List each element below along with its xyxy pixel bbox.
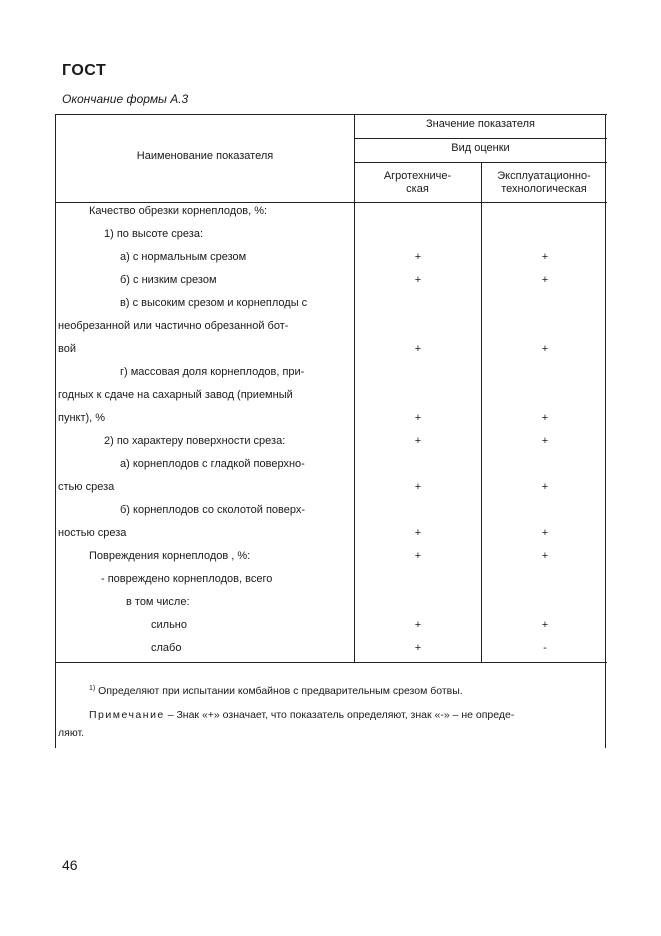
expl-mark: + [541,412,549,424]
agro-mark: + [414,527,422,539]
table-row: пункт), % [58,412,106,424]
agro-mark: + [414,642,422,654]
agro-mark: + [414,550,422,562]
col-header-expl-line2: технологическая [501,183,587,195]
note-line-1 [89,708,514,722]
expl-mark: + [541,343,549,355]
note-text: – Знак «+» означает, что показатель определяют, знак «-» – не опреде- [164,709,515,721]
table-row: ностью среза [58,527,127,539]
note-line-2: ляют. [58,727,85,739]
expl-mark: + [541,550,549,562]
col-header-agro-line1: Агротехниче- [383,170,452,182]
form-table [55,114,606,748]
table-row: 2) по характеру поверхности среза: [104,435,286,447]
expl-mark: + [541,619,549,631]
table-top-border [56,114,607,115]
body-bottom-border [56,662,607,663]
agro-mark: + [414,251,422,263]
table-row: стью среза [58,481,115,493]
table-row: в) с высоким срезом и корнеплоды с [120,297,308,309]
agro-mark: + [414,412,422,424]
expl-mark: + [541,481,549,493]
col-header-expl-line1: Эксплуатационно- [497,170,591,182]
agro-mark: + [414,435,422,447]
table-row: вой [58,343,76,355]
column-divider-kind [481,162,482,662]
table-row: необрезанной или частично обрезанной бот- [58,320,289,332]
table-row: а) с нормальным срезом [120,251,247,263]
table-row: Качество обрезки корнеплодов, %: [89,205,268,217]
note-label: Примечание [89,709,165,721]
col-header-agro [354,170,481,196]
table-row: сильно [151,619,187,631]
expl-mark: - [543,642,547,654]
footnote-marker: 1) [89,685,96,692]
form-subtitle: Окончание формы А.3 [62,92,189,106]
expl-mark: + [541,251,549,263]
table-row: слабо [151,642,182,654]
table-row: 1) по высоте среза: [104,228,204,240]
expl-mark: + [541,274,549,286]
column-divider-name [354,114,355,662]
expl-mark: + [541,435,549,447]
col-header-expl [481,170,607,196]
agro-mark: + [414,274,422,286]
table-row: а) корнеплодов с гладкой поверхно- [120,458,305,470]
agro-mark: + [414,481,422,493]
expl-mark: + [541,527,549,539]
col-header-kind: Вид оценки [451,142,510,154]
table-row: - повреждено корнеплодов, всего [101,573,273,585]
footnote-text: Определяют при испытании комбайнов с предварительным срезом ботвы. [98,685,463,697]
agro-mark: + [414,343,422,355]
col-header-name: Наименование показателя [136,150,274,162]
header-divider-1 [354,138,607,139]
header-bottom-border [56,202,607,203]
table-row: Повреждения корнеплодов , %: [89,550,251,562]
table-row: б) корнеплодов со сколотой поверх- [120,504,306,516]
table-row: г) массовая доля корнеплодов, при- [120,366,305,378]
standard-title: ГОСТ [62,62,107,79]
agro-mark: + [414,619,422,631]
table-row: годных к сдаче на сахарный завод (приемный [58,389,293,401]
table-row: в том числе: [126,596,190,608]
table-row: б) с низким срезом [120,274,217,286]
footnote [89,684,463,698]
page-number: 46 [62,857,78,873]
col-header-agro-line2: ская [406,183,429,195]
col-header-value: Значение показателя [426,118,535,130]
